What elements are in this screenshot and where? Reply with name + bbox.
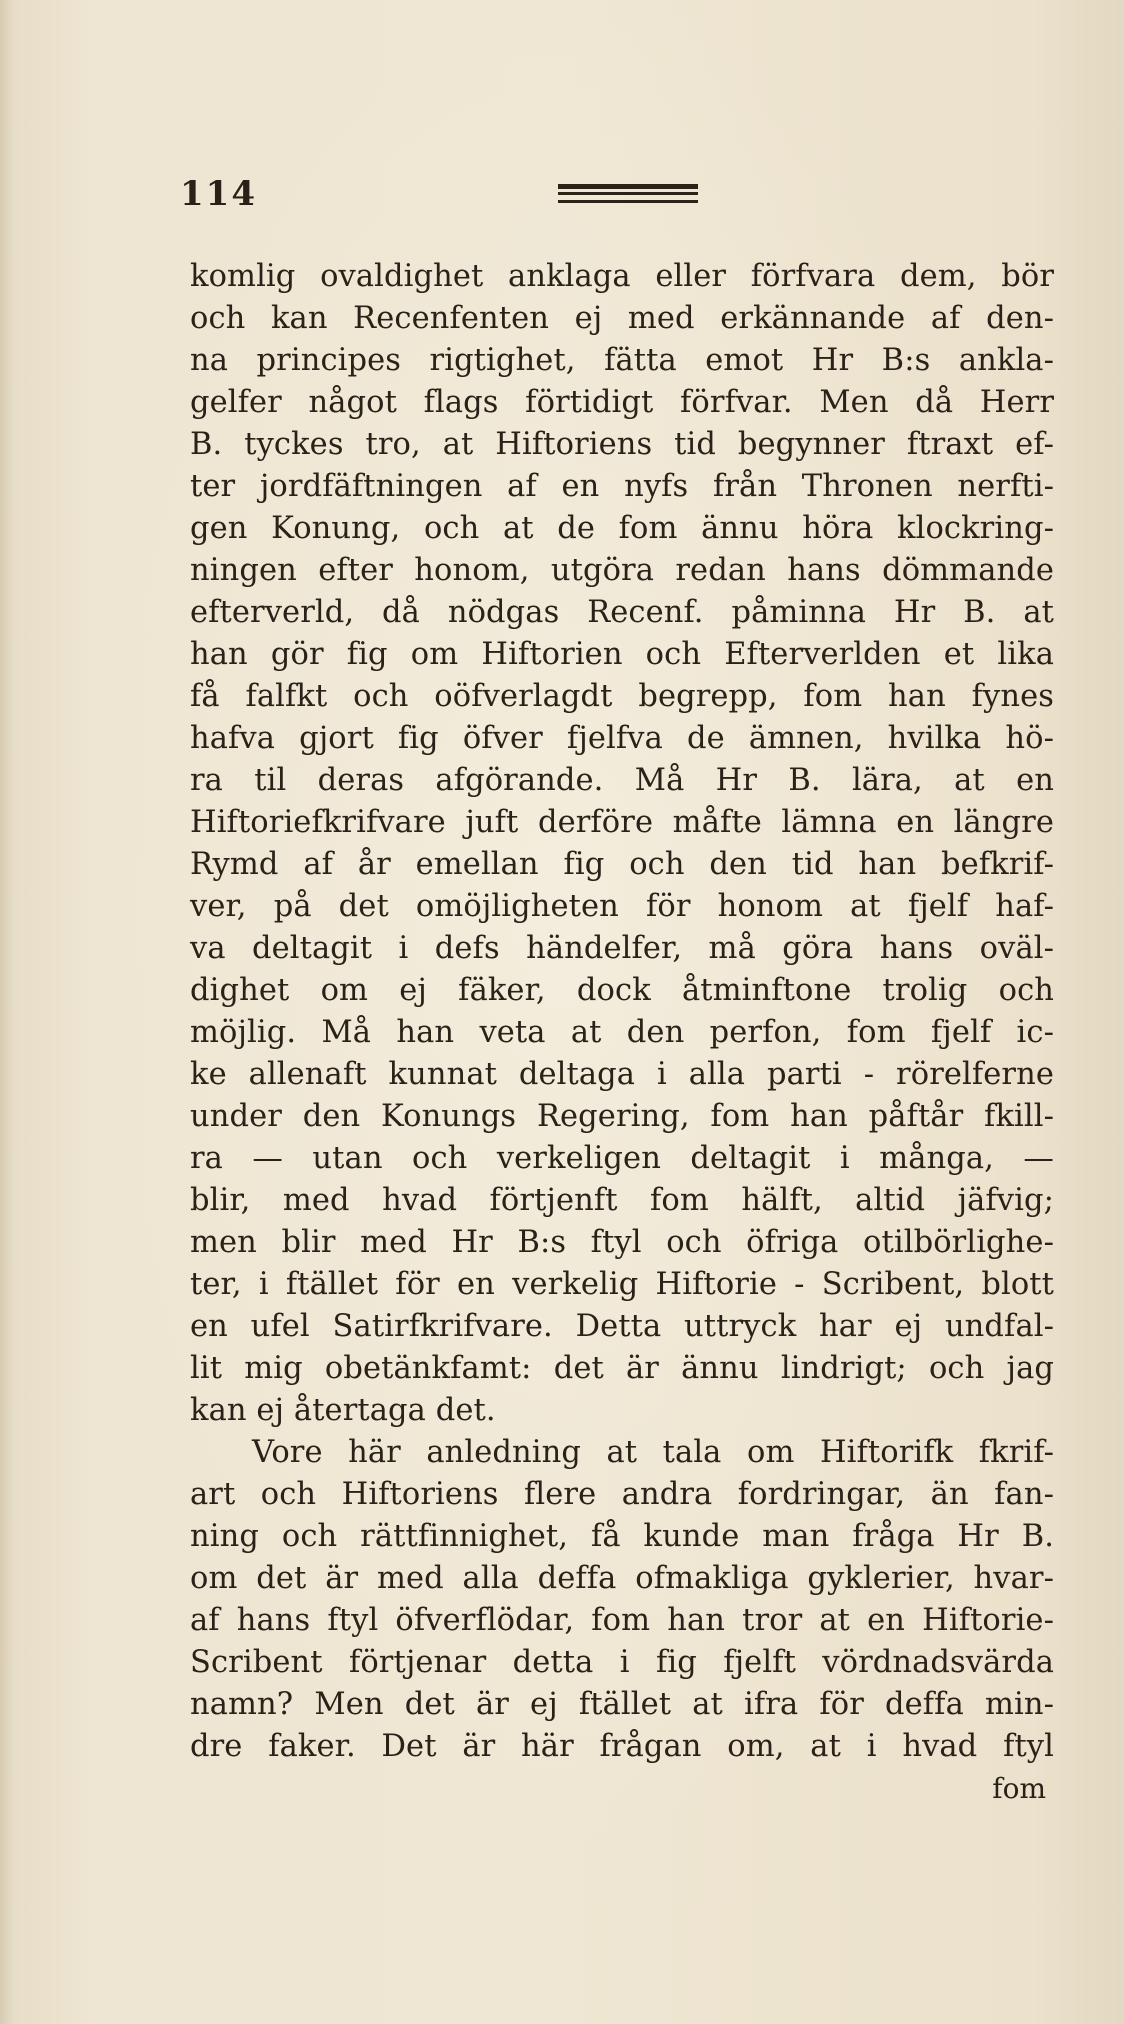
catchword: fom: [992, 1772, 1046, 1805]
text-line: få falfkt och oöfverlagdt begrepp, fom han fynes: [190, 679, 1054, 714]
text-line: ra til deras afgörande. Må Hr B. lära, at en: [190, 763, 1054, 798]
text-line: hafva gjort fig öfver fjelfva de ämnen, hvilka hö-: [190, 721, 1054, 756]
text-line: lit mig obetänkfamt: det är ännu lindrigt; och jag: [190, 1351, 1054, 1386]
text-line: en ufel Satirfkrifvare. Detta uttryck har ej undfal-: [190, 1309, 1054, 1344]
text-line: kan ej återtaga det.: [190, 1393, 496, 1428]
text-line: under den Konungs Regering, fom han påftår fkill-: [190, 1099, 1054, 1134]
text-line: B. tyckes tro, at Hiftoriens tid begynner ftraxt ef-: [190, 427, 1054, 462]
text-line: efterverld, då nödgas Recenf. påminna Hr B. at: [190, 595, 1054, 630]
text-line: af hans ftyl öfverflödar, fom han tror at en Hiftorie-: [190, 1603, 1054, 1638]
text-line: Rymd af år emellan fig och den tid han befkrif-: [190, 847, 1054, 882]
text-line: Hiftoriefkrifvare juft derföre måfte lämna en längre: [190, 805, 1054, 840]
text-line: ra — utan och verkeligen deltagit i många, —: [190, 1141, 1054, 1176]
page-number: 114: [180, 174, 257, 214]
text-line: ver, på det omöjligheten för honom at fjelf haf-: [190, 889, 1054, 924]
text-line: möjlig. Må han veta at den perfon, fom fjelf ic-: [190, 1015, 1054, 1050]
text-line: och kan Recenfenten ej med erkännande af den-: [190, 301, 1054, 336]
page-edge-shadow: [0, 0, 14, 2024]
text-line: dighet om ej fäker, dock åtminftone trolig och: [190, 973, 1054, 1008]
text-line: ning och rättfinnighet, få kunde man fråga Hr B.: [190, 1519, 1054, 1554]
text-line: blir, med hvad förtjenft fom hälft, altid jäfvig;: [190, 1183, 1054, 1218]
text-line: ningen efter honom, utgöra redan hans dömmande: [190, 553, 1054, 588]
body-text: [190, 256, 1054, 1810]
text-line: na principes rigtighet, fätta emot Hr B:s ankla-: [190, 343, 1054, 378]
text-line: gelfer något flags förtidigt förfvar. Men då Herr: [190, 385, 1054, 420]
text-line: komlig ovaldighet anklaga eller förfvara dem, bör: [190, 259, 1054, 294]
text-line: namn? Men det är ej ftället at ifra för deffa min-: [190, 1687, 1054, 1722]
text-line: va deltagit i defs händelfer, må göra hans oväl-: [190, 931, 1054, 966]
text-line: ke allenaft kunnat deltaga i alla parti - rörelferne: [190, 1057, 1054, 1092]
text-line: han gör fig om Hiftorien och Efterverlden et lika: [190, 637, 1054, 672]
text-line: ter jordfäftningen af en nyfs från Thronen nerfti-: [190, 469, 1054, 504]
text-line: men blir med Hr B:s ftyl och öfriga otilbörlighe-: [190, 1225, 1054, 1260]
text-line: Scribent förtjenar detta i fig fjelft vördnadsvärda: [190, 1645, 1054, 1680]
header-ornament-rule: [558, 184, 698, 203]
text-line: om det är med alla deffa ofmakliga gyklerier, hvar-: [190, 1561, 1054, 1596]
text-line: dre faker. Det är här frågan om, at i hvad ftyl: [190, 1729, 1054, 1764]
text-line: gen Konung, och at de fom ännu höra klockring-: [190, 511, 1054, 546]
page-header: [180, 168, 700, 228]
text-line: Vore här anledning at tala om Hiftorifk fkrif-: [252, 1435, 1054, 1470]
text-line: ter, i ftället för en verkelig Hiftorie - Scribent, blott: [190, 1267, 1054, 1302]
text-line: art och Hiftoriens flere andra fordringar, än fan-: [190, 1477, 1054, 1512]
